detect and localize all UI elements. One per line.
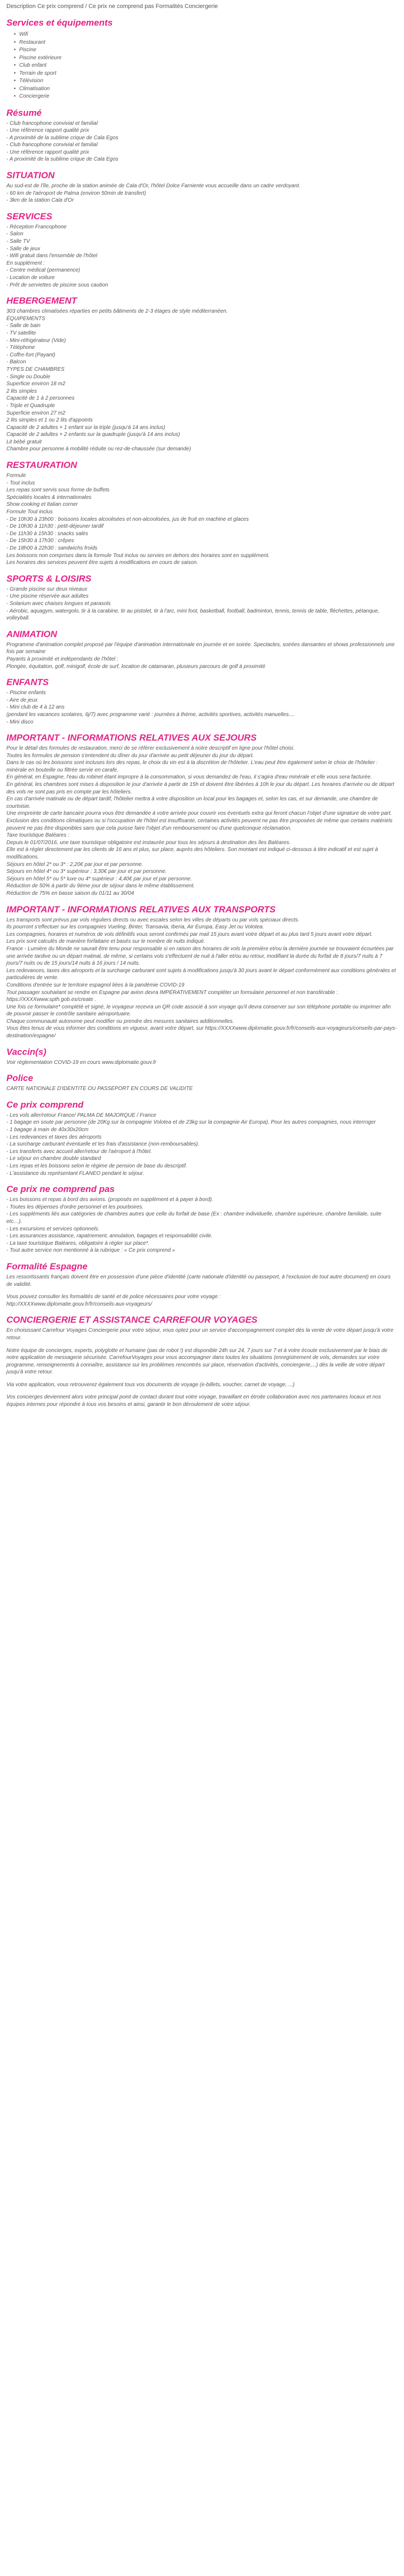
section-heading: HEBERGEMENT	[6, 296, 77, 306]
body-line: Dans le cas où les boissons sont incluses lors des repas, le choix du vin est à la discrétion de l'hôtelier. L'eau peut être également selon le choix de l'hôtelier : minérale en bouteille ou filtrée servie en carafe.	[6, 760, 378, 773]
body-line: Les boissons non comprises dans la formule Tout inclus ou servies en dehors des horaires sont en supplément.	[6, 552, 270, 559]
body-line: - Solarium avec chaises longues et parasols	[6, 600, 111, 607]
body-line: Vous pouvez consulter les formalités de santé et de police nécessaires pour votre voyage :	[6, 1294, 221, 1300]
body-line: Spécialités locales & internationales	[6, 494, 92, 500]
body-line: Une fois ce formulaire* complété et signé, le voyageur recevra un QR code associé à son voyage qu'il devra conserver sur son téléphone portable ou imprimer afin de pouvoir passer le contrôle sanitaire aéroportuaire.	[6, 1004, 391, 1017]
body-line: - De 18h00 à 22h30 : sandwichs froids	[6, 545, 98, 551]
bullet-icon: •	[14, 62, 16, 68]
body-line: Réduction de 75% en basse saison du 01/11 au 30/04	[6, 890, 134, 896]
body-line: Capacité de 2 adultes + 2 enfants sur la quadruple (jusqu'à 14 ans inclus)	[6, 432, 180, 438]
body-line: Via votre application, vous retrouverez également tous vos documents de voyage (e-billets, voucher, carnet de voyage, ...)	[6, 1381, 295, 1388]
bullet-icon: •	[14, 85, 16, 92]
body-line: - Mini club de 4 à 12 ans	[6, 704, 64, 711]
body-line: - Une référence rapport qualité prix	[6, 149, 90, 155]
section-police	[6, 1072, 398, 1093]
body-line: - Tout autre service non mentionné à la rubrique : « Ce prix comprend »	[6, 1247, 175, 1254]
section-body	[6, 1085, 398, 1093]
body-line: CARTE NATIONALE D'IDENTITE OU PASSEPORT EN COURS DE VALIDITE	[6, 1086, 193, 1092]
body-line: - Une référence rapport qualité prix	[6, 128, 90, 134]
body-line: - Les redevances et taxes des aéroports	[6, 1134, 102, 1140]
body-line: - TV satellite	[6, 330, 36, 336]
body-line: Conditions d'entrée sur le territoire espagnol liées à la pandémie COVID-19	[6, 982, 184, 988]
amenity-item	[14, 70, 398, 78]
body-line: - Une piscine réservée aux adultes	[6, 593, 88, 600]
body-line: Lit bébé gratuit	[6, 439, 42, 445]
section-heading: IMPORTANT - INFORMATIONS RELATIVES AUX TRANSPORTS	[6, 904, 276, 915]
body-line: 2 lits simples et 1 ou 2 lits d'appoints	[6, 417, 93, 424]
body-line: - De 11h30 à 15h30 : snacks salés	[6, 530, 88, 537]
body-line: Plongée, équitation, golf, minigolf, école de surf, location de catamaran, plusieurs parcours de golf à proximité	[6, 663, 265, 670]
amenity-item	[14, 77, 398, 85]
body-line: TYPES DE CHAMBRES	[6, 366, 64, 372]
body-line: - Les assurances assistance, rapatriement, annulation, bagages et responsabilité civile.	[6, 1233, 213, 1239]
section-heading: CONCIERGERIE ET ASSISTANCE CARREFOUR VOYAGES	[6, 1315, 258, 1325]
body-line: Séjours en hôtel 5* ou 5* luxe ou 4* supérieur : 4,40€ par jour et par personne.	[6, 876, 192, 882]
body-line: Une empreinte de carte bancaire pourra vous être demandée à votre arrivée pour couvrir vos éventuels extra qui feront chacun l'objet d'une signature de votre part.	[6, 810, 392, 817]
body-line: Formule	[6, 473, 26, 479]
body-line: - Les excursions et services optionnels.	[6, 1226, 100, 1232]
body-line: - Salle de jeux	[6, 245, 41, 252]
body-line: - Club francophone convivial et familial	[6, 120, 98, 126]
body-line: - De 10h30 à 11h30 : petit-déjeuner tardif	[6, 523, 104, 530]
body-line: 2 lits simples	[6, 388, 37, 394]
bullet-icon: •	[14, 31, 16, 37]
body-line: En général, les chambres sont mises à disposition le jour d'arrivée à partir de 15h et doivent être libérées à 10h le jour du départ. Les horaires d'arrivée ou de départ des vols ne sont pas pris en compte par les hôteliers.	[6, 782, 394, 795]
amenity-label: Piscine	[19, 47, 37, 53]
section-body	[6, 1112, 398, 1177]
body-line: - De 10h30 à 23h00 : boissons locales alcoolisées et non-alcoolisées, jus de fruit en machine et glaces	[6, 516, 249, 522]
body-line: - Grande piscine sur deux niveaux	[6, 586, 87, 592]
body-line: 303 chambres climatisées réparties en petits bâtiments de 2-3 étages de style méditerranéen.	[6, 308, 228, 315]
body-line: - Prêt de serviettes de piscine sous caution	[6, 282, 108, 288]
body-line: - 1 bagage en soute par personne (de 20Kg sur la compagnie Volotea et de 23kg sur la compagnie Air Europa). Pour les autres compagnies, nous interroger	[6, 1119, 376, 1126]
amenity-item	[14, 54, 398, 62]
body-line: - Salle TV	[6, 238, 30, 245]
section-body	[6, 472, 398, 567]
section-heading: IMPORTANT - INFORMATIONS RELATIVES AUX SEJOURS	[6, 733, 257, 743]
section-heading: Ce prix ne comprend pas	[6, 1184, 115, 1195]
section-prix-ne-comprend-pas	[6, 1183, 398, 1254]
body-line: - 60 km de l'aéroport de Palma (environ 50min de transfert)	[6, 190, 147, 196]
bullet-icon: •	[14, 78, 16, 84]
section-heading: Vaccin(s)	[6, 1046, 46, 1057]
section-resume	[6, 107, 398, 164]
sections-container	[6, 17, 398, 1409]
section-heading: RESTAURATION	[6, 460, 77, 471]
body-line: Réduction de 50% à partir du 9ème jour de séjour dans le même établissement.	[6, 883, 195, 889]
bullet-icon: •	[14, 47, 16, 53]
amenity-item	[14, 39, 398, 47]
section-heading: Services et équipements	[6, 18, 113, 28]
section-sports-loisirs	[6, 573, 398, 622]
body-line: Superficie environ 18 m2	[6, 381, 66, 387]
body-line: ÉQUIPEMENTS	[6, 315, 45, 322]
body-line: - Piscine enfants	[6, 690, 46, 696]
section-body	[6, 745, 398, 897]
amenity-label: Télévision	[19, 78, 44, 84]
body-line: - Les suppléments liés aux catégories de chambres autres que celle du forfait de base (Ex : chambre individuelle, chambre supérieure, chambre familiale, suite etc…).	[6, 1211, 382, 1225]
body-line: Les prix sont calculés de manière forfaitaire et basés sur le nombre de nuits indiqué.	[6, 939, 205, 945]
section-services-equipements	[6, 17, 398, 101]
section-body	[6, 224, 398, 289]
body-line: Vous êtes tenus de vous informer des conditions en vigueur, avant votre départ, sur https://XXXXwww.diplomatie.gouv.fr/fr/conseils-aux-voyageurs/conseils-par-pays-destination/espagne/	[6, 1025, 397, 1039]
bullet-icon: •	[14, 39, 16, 45]
body-line: - Toutes les dépenses d'ordre personnel et les pourboires.	[6, 1204, 144, 1210]
amenities-list	[6, 31, 398, 101]
amenity-item	[14, 85, 398, 93]
body-line: - Mini disco	[6, 719, 34, 725]
amenity-label: Piscine extérieure	[19, 54, 62, 61]
body-line: Tout passager souhaitant se rendre en Espagne par avion devra IMPÉRATIVEMENT compléter un formulaire personnel et non transférable : https://XXXXwww.spth.gob.es/create .	[6, 989, 338, 1003]
body-line: - Aire de jeux	[6, 697, 38, 703]
body-line: Programme d'animation complet proposé par l'équipe d'animation internationale en journée et en soirée. Spectacles, soirées dansantes et shows professionnels une fois par semaine	[6, 641, 395, 655]
body-line: En cas d'arrivée matinale ou de départ tardif, l'hôtelier mettra à votre disposition un local pour les bagages et, selon les cas, et sur demande, une chambre de courtoisie.	[6, 796, 378, 809]
section-heading: ENFANTS	[6, 677, 49, 688]
body-line: - Single ou Double	[6, 373, 51, 380]
body-line: http://XXXXwww.diplomatie.gouv.fr/fr/conseils-aux-voyageurs/	[6, 1301, 152, 1307]
section-formalite-espagne	[6, 1261, 398, 1308]
body-line: Séjours en hôtel 2* ou 3* : 2,20€ par jour et par personne.	[6, 861, 143, 868]
section-body	[6, 1327, 398, 1408]
body-line: - Salle de bain	[6, 323, 41, 329]
body-line: Vos concierges deviennent alors votre principal point de contact durant tout votre voyage, travaillant en étroite collaboration avec nos partenaires locaux et nos équipes internes pour répondre à tous vos besoins et ainsi, garantir le bon déroulement de votre séjour.	[6, 1394, 381, 1408]
section-body	[6, 182, 398, 204]
body-line: Depuis le 01/07/2016, une taxe touristique obligatoire est instaurée pour tous les séjours à destination des îles Baléares.	[6, 839, 291, 846]
amenity-label: Climatisation	[19, 85, 50, 92]
amenity-item	[14, 46, 398, 54]
body-line: - A proximité de la sublime crique de Cala Egos	[6, 134, 118, 141]
body-line: - 1 bagage à main de 40x30x20cm	[6, 1127, 88, 1133]
body-line: Payants à proximité et indépendants de l'hôtel :	[6, 656, 118, 662]
section-prix-comprend	[6, 1099, 398, 1177]
bullet-icon: •	[14, 70, 16, 76]
body-line: - Wifi gratuit dans l'ensemble de l'hôtel	[6, 253, 98, 259]
body-line: - L'assistance du représentant FLANEO pendant le séjour.	[6, 1170, 144, 1176]
body-line: En supplément :	[6, 260, 45, 266]
body-line: - 3km de la station Cala d'Or	[6, 197, 74, 204]
section-situation	[6, 170, 398, 204]
body-line: - Les boissons et repas à bord des avions. (proposés en supplément et à payer à bord).	[6, 1197, 214, 1203]
body-line: - Mini-réfrigérateur (Vide)	[6, 337, 66, 344]
body-line: En général, en Espagne, l'eau du robinet étant impropre à la consommation, si vous demandez de l'eau, il s'agira d'eau minérale et elle vous sera facturée.	[6, 774, 372, 781]
body-line: - Les vols aller/retour France/ PALMA DE MAJORQUE / France	[6, 1112, 157, 1118]
body-line: Capacité de 2 adultes + 1 enfant sur la triple (jusqu'à 14 ans inclus)	[6, 424, 165, 431]
body-line: - Téléphone	[6, 345, 35, 351]
body-line: Séjours en hôtel 4* ou 3* supérieur : 3,30€ par jour et par personne.	[6, 869, 167, 875]
body-line: - Balcon	[6, 359, 26, 365]
amenity-label: Restaurant	[19, 39, 45, 45]
section-hebergement	[6, 295, 398, 453]
section-heading: Résumé	[6, 107, 42, 118]
amenity-label: Wifi	[19, 31, 28, 37]
section-body	[6, 1059, 398, 1067]
section-body	[6, 308, 398, 453]
body-line: - Triple et Quadruple	[6, 402, 55, 409]
body-line: - Salon	[6, 231, 23, 237]
body-line: Les ressortissants français doivent être en possession d'une pièce d'identité (carte nationale d'identité ou passeport, à l'exclusion de tout autre document) en cours de validité.	[6, 1274, 391, 1287]
body-line: Notre équipe de concierges, experts, polyglotte et humaine (pas de robot !) est disponible 24h sur 24, 7 jours sur 7 et à votre écoute exclusivement par le biais de notre application de messagerie sécurisée. CarrefourVoyages pour vous accompagner dans toutes les situations (enregistrement de vols, demandes sur votre programme, renseignements à connaître, assistance sur les problèmes rencontrés sur place, réservation d'activités, conciergerie,...) dès la veille de votre départ jusqu'à votre retour.	[6, 1347, 387, 1376]
body-line: Chaque communauté autonome peut modifier ou prendre des mesures sanitaires additionnelles.	[6, 1018, 234, 1024]
body-line: - Location de voiture	[6, 275, 55, 281]
body-line: - Les repas et les boissons selon le régime de pension de base du descriptif.	[6, 1163, 188, 1169]
body-line: Les repas sont servis sous forme de buffets	[6, 487, 110, 494]
section-restauration	[6, 459, 398, 567]
section-body	[6, 120, 398, 164]
body-line: Pour le détail des formules de restauration, merci de se référer exclusivement à notre descriptif en ligne pour l'hôtel choisi.	[6, 745, 295, 752]
body-line: - La surcharge carburant éventuelle et les frais d'assistance (non-remboursables).	[6, 1141, 200, 1148]
amenity-item	[14, 62, 398, 70]
amenity-label: Terrain de sport	[19, 70, 56, 76]
body-line: - La taxe touristique Baléares, obligatoire à régler sur place*.	[6, 1240, 150, 1246]
body-line: Chambre pour personne à mobilité réduite ou rez-de-chaussée (sur demande)	[6, 446, 191, 452]
section-enfants	[6, 677, 398, 726]
section-heading: Ce prix comprend	[6, 1099, 84, 1110]
section-body	[6, 1274, 398, 1308]
section-info-sejours	[6, 732, 398, 897]
section-body	[6, 586, 398, 622]
section-heading: SERVICES	[6, 211, 52, 221]
body-line: - Réception Francophone	[6, 224, 67, 230]
section-heading: Police	[6, 1073, 34, 1084]
body-line: - A proximité de la sublime crique de Cala Egos	[6, 156, 118, 163]
body-line: Formule Tout inclus	[6, 509, 53, 515]
body-line: Ils pourront s'effectuer sur les compagnies Vueling, Binter, Transavia, Iberia, Air Europa, Easy Jet ou Volotea.	[6, 924, 264, 931]
body-line: En choisissant Carrefour Voyages Conciergerie pour votre séjour, vous optez pour un service d'accompagnement complet dès la vente de votre départ jusqu'à votre retour.	[6, 1327, 394, 1341]
section-conciergerie	[6, 1314, 398, 1408]
body-line: - Club francophone convivial et familial	[6, 142, 98, 148]
bullet-icon: •	[14, 93, 16, 99]
body-line: Taxe touristique Baléares :	[6, 832, 70, 839]
section-animation	[6, 629, 398, 670]
body-line: Les horaires des services peuvent être sujets à modifications en cours de saison.	[6, 560, 198, 566]
amenity-item	[14, 93, 398, 101]
section-vaccins	[6, 1046, 398, 1067]
body-line: Les redevances, taxes des aéroports et la surcharge carburant sont sujets à modifications jusqu'à 30 jours avant le départ conformément aux conditions générales et particulières de vente.	[6, 967, 396, 981]
body-line: - Coffre-fort (Payant)	[6, 352, 55, 358]
body-line: - Tout inclus	[6, 480, 35, 486]
body-line: Au sud-est de l'île, proche de la station animée de Cala d'Or, l'hôtel Dolce Farniente vous accueille dans un cadre verdoyant.	[6, 183, 301, 189]
section-heading: Formalité Espagne	[6, 1261, 88, 1271]
body-line: Voir réglementation COVID-19 en cours www.diplomatie.gouv.fr	[6, 1059, 157, 1066]
section-body	[6, 641, 398, 670]
body-line: - Aérobic, aquagym, watergolo, tir à la carabine, tir au pistolet, tir à l'arc, mini foot, basketball, football, badminton, tennis, tennis de table, fléchettes, pétanque, volleyball.	[6, 608, 379, 622]
body-line: (pendant les vacances scolaires, 6j/7) avec programme varié : journées à thème, activités sportives, activités manuelles....	[6, 711, 295, 718]
body-line: Superficie environ 27 m2	[6, 410, 66, 416]
section-body	[6, 1196, 398, 1254]
body-line: Les compagnies, horaires et numéros de vols définitifs vous seront confirmés par mail 15 jours avant votre départ et au plus tard 5 jours avant votre départ.	[6, 931, 373, 937]
section-heading: SITUATION	[6, 170, 55, 181]
section-body	[6, 917, 398, 1040]
body-line: - Centre médical (permanence)	[6, 267, 80, 274]
tab-row-text: Description Ce prix comprend / Ce prix ne comprend pas Formalités Conciergerie	[6, 3, 218, 10]
body-line: Capacité de 1 à 2 personnes	[6, 395, 75, 402]
section-body	[6, 689, 398, 726]
amenity-label: Conciergerie	[19, 93, 50, 99]
section-services	[6, 211, 398, 289]
body-line: Exclusion des conditions climatiques ou si l'occupation de l'hôtel est insuffisante, certaines activités peuvent ne pas être proposées de même que certains matériels peuvent ne pas être disponibles sans que cela puisse faire l'objet d'un remboursement ou d'une quelconque réclamation.	[6, 818, 393, 831]
body-line: - Le séjour en chambre double standard	[6, 1156, 101, 1162]
body-line: - De 15h30 à 17h30 : crêpes	[6, 538, 74, 544]
body-line: Elle est à régler directement par les clients de 16 ans et plus, sur place, auprès des hôteliers. Son montant est indiqué ci-dessous à titre indicatif et est sujet à modifications.	[6, 847, 378, 860]
section-heading: SPORTS & LOISIRS	[6, 573, 92, 584]
amenity-label: Club enfant	[19, 62, 47, 68]
body-line: Show cooking et Italian corner	[6, 502, 78, 508]
bullet-icon: •	[14, 54, 16, 61]
section-heading: ANIMATION	[6, 629, 58, 639]
body-line: Les transports sont prévus par vols réguliers directs ou avec escales selon les villes de départs ou par vols spéciaux directs.	[6, 917, 300, 923]
body-line: Toutes les formules de pension s'entendent du dîner du jour d'arrivée au petit déjeuner du jour du départ.	[6, 752, 254, 759]
body-line: - Les transferts avec accueil aller/retour de l'aéroport à l'hôtel.	[6, 1148, 152, 1155]
amenity-item	[14, 31, 398, 39]
section-info-transport	[6, 904, 398, 1040]
body-line: France - Lumière du Monde ne saurait être tenu pour responsable si en raison des horaires de vols la première et/ou la dernière journée se trouvaient écourtées par une arrivée tardive ou un départ matinal, de même, si certains vols s'effectuent de nuit à l'aller et/ou au retour, modifiant la durée du forfait de 8 jours/7 nuits à 7 jours/7 nuits ou de 15 jours/14 nuits à 16 jours / 14 nuits.	[6, 945, 394, 967]
